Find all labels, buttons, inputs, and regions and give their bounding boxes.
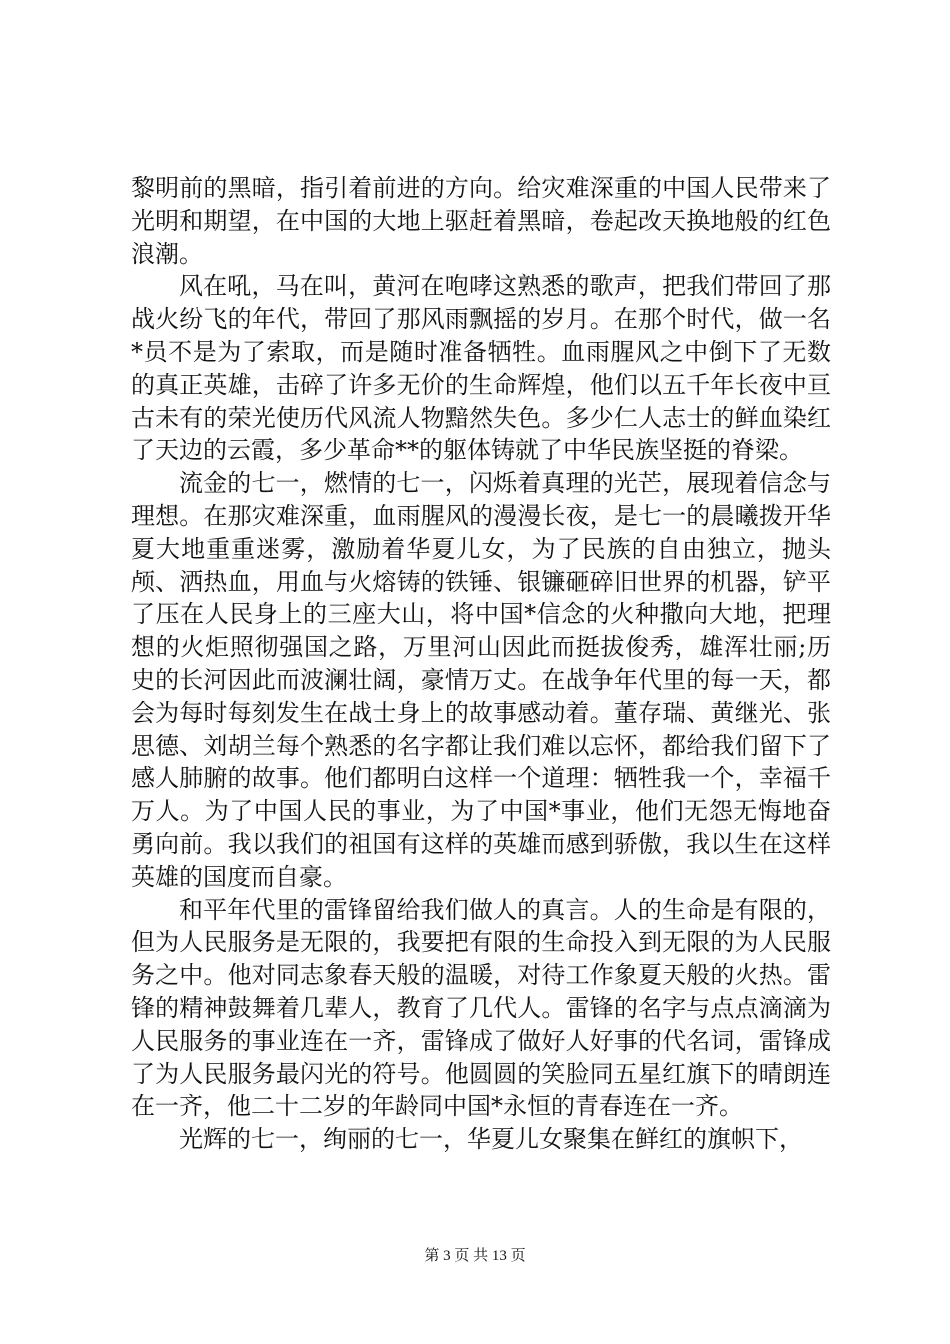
paragraph-lei-feng: 和平年代里的雷锋留给我们做人的真言。人的生命是有限的，但为人民服务是无限的，我要把有限的生命投入到无限的为人民服务之中。他对同志象春天般的温暖，对待工作象夏天般的火热。雷锋的精神鼓舞着几辈人，教育了几代人。雷锋的名字与点点滴滴为人民服务的事业连在一齐，雷锋成了做好人好事的代名词，雷锋成了为人民服务最闪光的符号。他圆圆的笑脸同五星红旗下的晴朗连在一齐，他二十二岁的年龄同中国*永恒的青春连在一齐。 bbox=[131, 895, 831, 1121]
paragraph-july-first: 流金的七一，燃情的七一，闪烁着真理的光芒，展现着信念与理想。在那灾难深重，血雨腥风的漫漫长夜，是七一的晨曦拨开华夏大地重重迷雾，激励着华夏儿女，为了民族的自由独立，抛头颅、洒热血，用血与火熔铸的铁锤、银镰砸碎旧世界的机器，铲平了压在人民身上的三座大山，将中国*信念的火种撒向大地，把理想的火炬照彻强国之路，万里河山因此而挺拔俊秀，雄浑壮丽;历史的长河因此而波澜壮阔，豪情万丈。在战争年代里的每一天，都会为每时每刻发生在战士身上的故事感动着。董存瑞、黄继光、张思德、刘胡兰每个熟悉的名字都让我们难以忘怀，都给我们留下了感人肺腑的故事。他们都明白这样一个道理：牺牲我一个，幸福千万人。为了中国人民的事业，为了中国*事业，他们无怨无悔地奋勇向前。我以我们的祖国有这样的英雄而感到骄傲，我以生在这样英雄的国度而自豪。 bbox=[131, 469, 831, 891]
document-body bbox=[131, 172, 831, 1156]
page-number-footer: 第 3 页 共 13 页 bbox=[424, 1248, 526, 1264]
paragraph-yellow-river: 风在吼，马在叫，黄河在咆哮这熟悉的歌声，把我们带回了那战火纷飞的年代，带回了那风雨飘摇的岁月。在那个时代，做一名*员不是为了索取，而是随时准备牺牲。血雨腥风之中倒下了无数的真正英雄，击碎了许多无价的生命辉煌，他们以五千年长夜中亘古未有的荣光使历代风流人物黯然失色。多少仁人志士的鲜血染红了天边的云霞，多少革命**的躯体铸就了中华民族坚挺的脊梁。 bbox=[131, 272, 831, 465]
paragraph-glorious-july: 光辉的七一，绚丽的七一，华夏儿女聚集在鲜红的旗帜下， bbox=[179, 1125, 803, 1154]
paragraph-continuation: 黎明前的黑暗，指引着前进的方向。给灾难深重的中国人民带来了光明和期望，在中国的大地上驱赶着黑暗，卷起改天换地般的红色浪潮。 bbox=[131, 174, 831, 268]
